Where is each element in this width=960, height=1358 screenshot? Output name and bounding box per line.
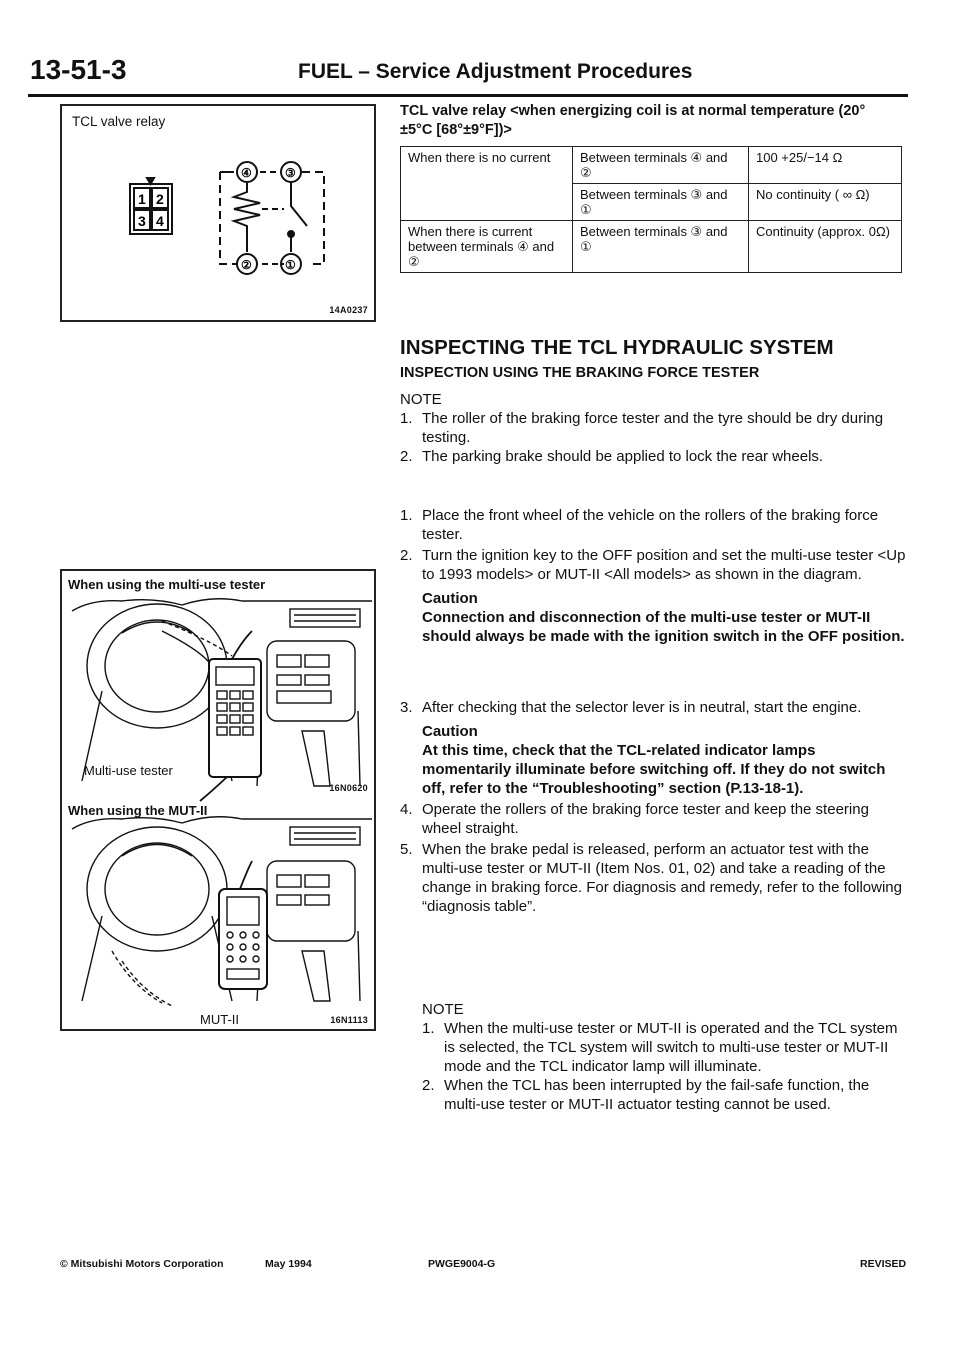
table-cell-spec: Continuity (approx. 0Ω): [749, 221, 902, 273]
terminal-2: ②: [241, 258, 252, 272]
list-item: 3. After checking that the selector lever is in neutral, start the engine. Caution At this time, check that the TCL-related indicator lamps momentarily illuminate before switching off. If they do not switch off, refer to the “Troubleshooting” section (P.13-18-1).: [400, 698, 906, 798]
table-cell-terminals: Between terminals ③ and ①: [573, 184, 749, 221]
page-title: FUEL – Service Adjustment Procedures: [298, 60, 693, 83]
note-label: NOTE: [400, 391, 442, 408]
step-list: [400, 506, 906, 646]
table-cell-terminals: Between terminals ③ and ①: [573, 221, 749, 273]
step-list-continued: [400, 698, 906, 916]
figure-tester-connection: [60, 569, 376, 1031]
list-item: 1. Place the front wheel of the vehicle on the rollers of the braking force tester.: [400, 507, 879, 543]
terminal-1: ①: [285, 258, 296, 272]
table-cell-terminals: Between terminals ④ and ②: [573, 147, 749, 184]
caution-label: Caution: [422, 590, 478, 607]
list-item: 5. When the brake pedal is released, perform an actuator test with the multi-use tester or MUT-II (Item Nos. 01, 02) and take a reading of the change in braking force. For diagnosis and remedy, refer to the following “diagnosis table”.: [400, 841, 902, 915]
relay-diagram: [62, 106, 374, 320]
note2-label: NOTE: [422, 1001, 464, 1018]
caution-label: Caution: [422, 723, 478, 740]
note2-list: [422, 1019, 906, 1114]
page-number: 13-51-3: [30, 54, 127, 85]
relay-check-table: [400, 146, 902, 273]
figure-code: 14A0237: [329, 305, 368, 315]
pin-1: 1: [138, 191, 146, 207]
terminal-4: ④: [241, 166, 252, 180]
figure-caption: TCL valve relay: [72, 114, 166, 129]
header-rule: [28, 94, 908, 97]
figure-code-mut: 16N1113: [330, 1015, 368, 1025]
list-item: 2. The parking brake should be applied to lock the rear wheels.: [400, 448, 824, 465]
label-mut-ii: MUT-II: [200, 1012, 239, 1027]
tester-illustration: [62, 571, 374, 1029]
dashboard-drawing-mut-icon: [72, 817, 372, 1006]
list-item: 4. Operate the rollers of the braking force tester and keep the steering wheel straight.: [400, 801, 869, 837]
footer-status: REVISED: [860, 1258, 907, 1270]
figure-code-multi: 16N0620: [329, 783, 368, 793]
caption-multi-use-tester: When using the multi-use tester: [68, 577, 266, 592]
label-multi-use-tester: Multi-use tester: [84, 763, 173, 778]
note-list: [400, 409, 906, 466]
table-cell-spec: No continuity ( ∞ Ω): [749, 184, 902, 221]
table-cell-condition: When there is no current: [401, 147, 573, 221]
caption-mut-ii: When using the MUT-II: [68, 803, 208, 818]
connector-icon: [130, 178, 172, 234]
section-subheading: INSPECTION USING THE BRAKING FORCE TESTER: [400, 365, 760, 381]
terminal-3: ③: [285, 166, 296, 180]
section-heading: INSPECTING THE TCL HYDRAULIC SYSTEM: [400, 336, 834, 359]
pin-3: 3: [138, 213, 146, 229]
footer-date: May 1994: [265, 1258, 312, 1270]
list-item: 1. The roller of the braking force tester and the tyre should be dry during testing.: [400, 410, 884, 446]
list-item: 2. When the TCL has been interrupted by the fail-safe function, the multi-use tester or MUT-II actuator testing cannot be used.: [422, 1077, 870, 1113]
caution-text: Connection and disconnection of the multi-use tester or MUT-II should always be made with the ignition switch in the OFF position.: [422, 609, 905, 645]
caution-text: At this time, check that the TCL-related indicator lamps momentarily illuminate before switching off. If they do not switch off, refer to the “Troubleshooting” section (P.13-18-1).: [422, 742, 886, 797]
table-cell-spec: 100 +25/−14 Ω: [749, 147, 902, 184]
pin-2: 2: [156, 191, 164, 207]
footer-doc-code: PWGE9004-G: [428, 1258, 496, 1270]
relay-check-title: TCL valve relay <when energizing coil is at normal temperature (20°±5°C [68°±9°F])>: [400, 103, 866, 138]
relay-schematic-icon: [220, 162, 324, 274]
footer-copyright: © Mitsubishi Motors Corporation: [60, 1258, 224, 1270]
table-row: [401, 147, 902, 184]
list-item: 1. When the multi-use tester or MUT-II is operated and the TCL system is selected, the TCL system will switch to multi-use tester or MUT-II mode and the TCL indicator lamp will illuminate.: [422, 1020, 898, 1075]
list-item: 2. Turn the ignition key to the OFF position and set the multi-use tester <Up to 1993 models> or MUT-II <All models> as shown in the diagram. Caution Connection and disconnection of the multi-use tester or MUT-II should always be made with the ignition switch in the OFF position.: [400, 547, 906, 645]
table-cell-condition: When there is current between terminals ④ and ②: [401, 221, 573, 273]
pin-4: 4: [156, 213, 164, 229]
figure-tcl-valve-relay: [60, 104, 376, 322]
table-row: [401, 221, 902, 273]
